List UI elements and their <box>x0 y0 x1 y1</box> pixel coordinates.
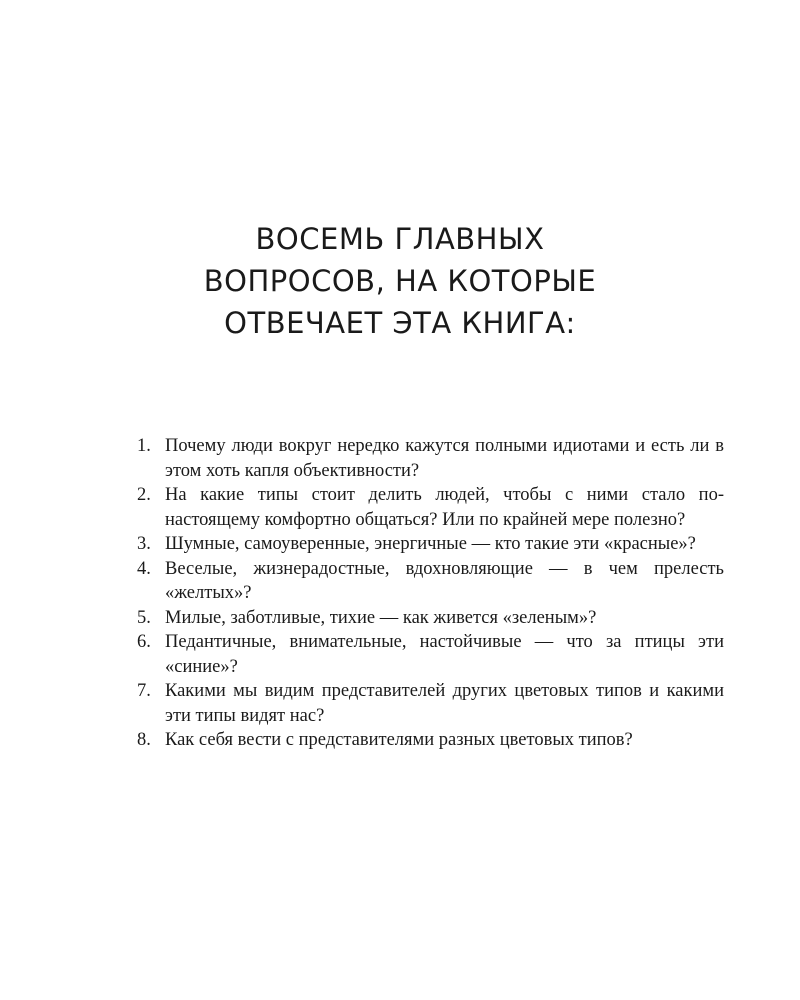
question-item-6 <box>137 630 724 679</box>
question-item-1 <box>137 434 724 483</box>
question-item-4 <box>137 557 724 606</box>
page-title <box>0 218 800 344</box>
question-number: 6. <box>137 632 151 652</box>
title-line-2: ВОПРОСОВ, НА КОТОРЫЕ <box>203 264 597 298</box>
question-text: Педантичные, внимательные, настойчивые — что за птицы эти «синие»? <box>165 632 724 677</box>
question-item-5 <box>137 606 724 631</box>
question-text: Веселые, жизнерадостные, вдохновляющие — в чем прелесть «желтых»? <box>165 558 724 603</box>
question-item-7 <box>137 679 724 728</box>
question-number: 5. <box>137 607 151 628</box>
question-number: 1. <box>137 436 151 456</box>
question-number: 4. <box>137 558 151 579</box>
title-line-1: ВОСЕМЬ ГЛАВНЫХ <box>255 222 545 256</box>
question-number: 8. <box>137 730 151 750</box>
question-text: Какими мы видим представителей других цветовых типов и какими эти типы видят нас? <box>165 681 724 726</box>
question-number: 3. <box>137 534 151 554</box>
questions-list <box>137 434 724 753</box>
question-text: На какие типы стоит делить людей, чтобы с ними стало по-настоящему комфортно общаться? Или по крайней мере полезно? <box>165 485 724 530</box>
question-text: Милые, заботливые, тихие — как живется «зеленым»? <box>165 607 597 628</box>
question-text: Как себя вести с представителями разных цветовых типов? <box>165 730 633 750</box>
question-number: 2. <box>137 485 151 505</box>
question-text: Почему люди вокруг нередко кажутся полными идиотами и есть ли в этом хоть капля объективности? <box>165 436 724 481</box>
question-item-3 <box>137 532 724 557</box>
question-number: 7. <box>137 681 151 701</box>
question-item-2 <box>137 483 724 532</box>
title-line-3: ОТВЕЧАЕТ ЭТА КНИГА: <box>224 306 576 340</box>
question-text: Шумные, самоуверенные, энергичные — кто такие эти «красные»? <box>165 534 696 554</box>
question-item-8 <box>137 728 724 753</box>
